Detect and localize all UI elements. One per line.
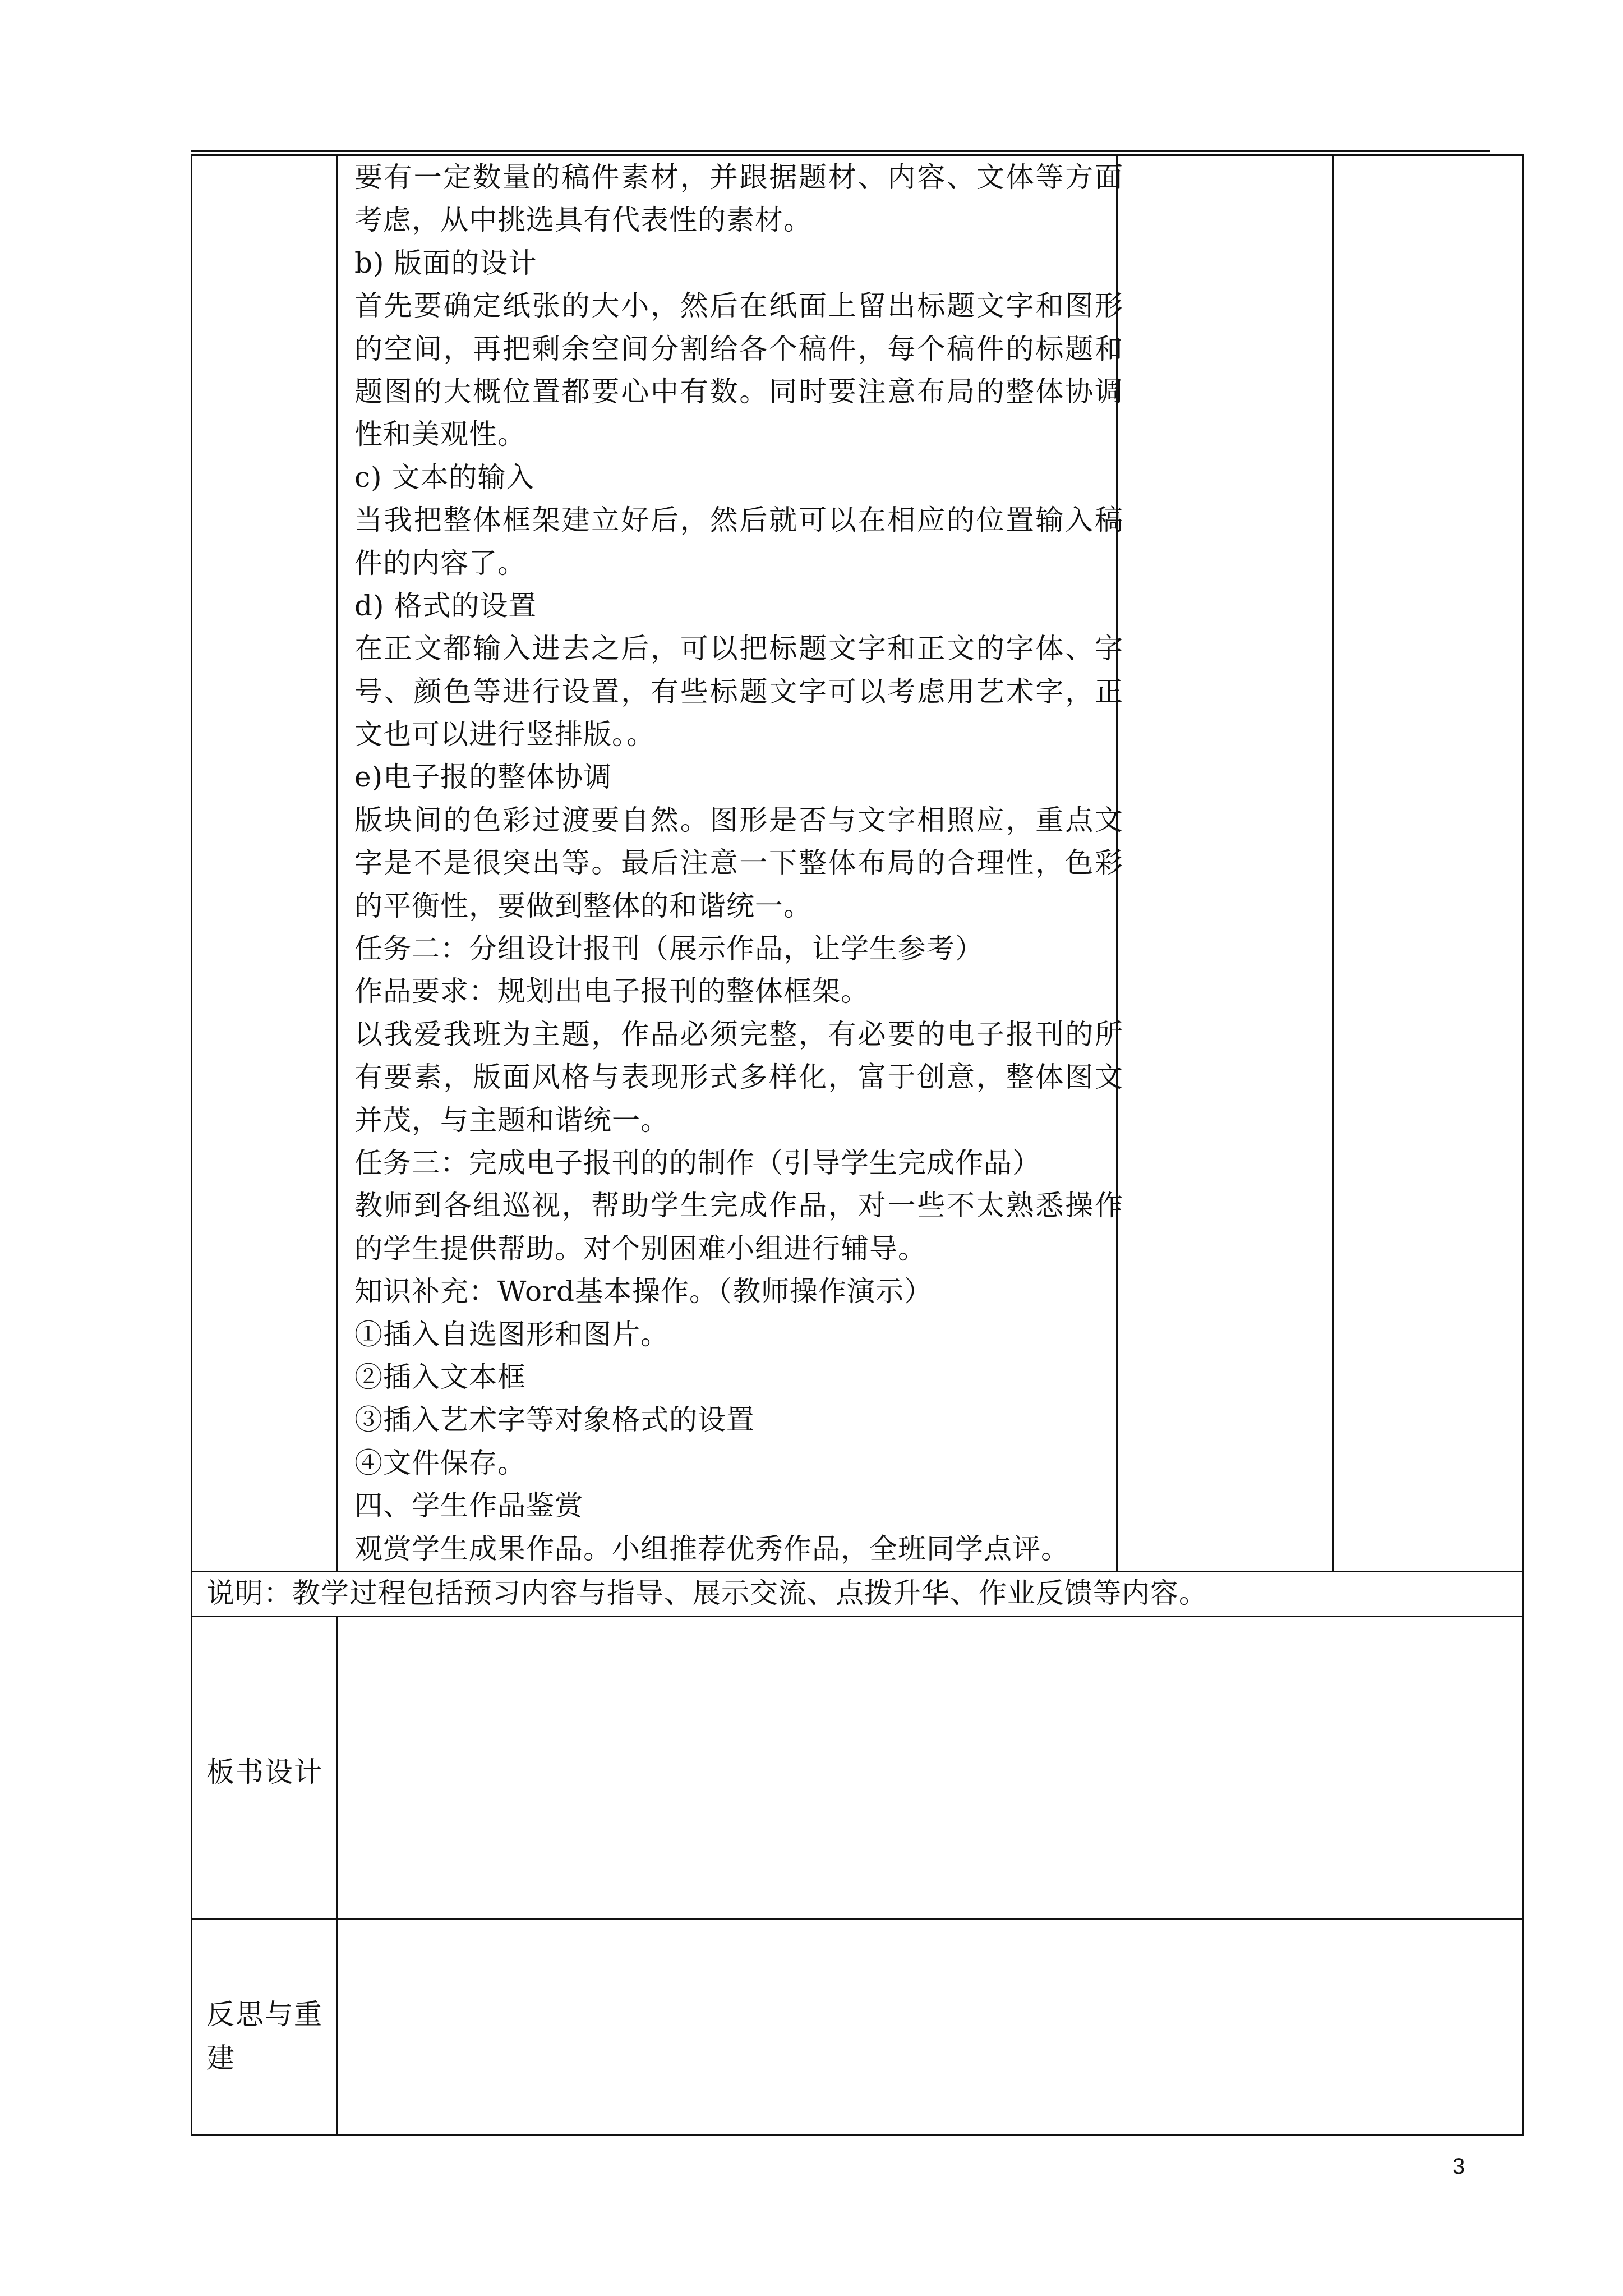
table-line-board-bottom xyxy=(191,1918,1524,1920)
table-line-note-bottom xyxy=(191,1616,1524,1617)
process-line: 当我把整体框架建立好后，然后就可以在相应的位置输入稿 xyxy=(354,504,1123,537)
process-line: ②插入文本框 xyxy=(354,1360,526,1393)
board-design-label: 板书设计 xyxy=(206,1756,323,1788)
process-line: d) 格式的设置 xyxy=(354,589,537,622)
process-line: 文也可以进行竖排版。。 xyxy=(354,718,655,751)
process-line: 题图的大概位置都要心中有数。同时要注意布局的整体协调 xyxy=(354,375,1123,408)
process-line: ①插入自选图形和图片。 xyxy=(354,1318,669,1351)
process-line: 知识补充：Word基本操作。（教师操作演示） xyxy=(354,1275,933,1308)
process-line: 有要素，版面风格与表现形式多样化，富于创意，整体图文 xyxy=(354,1061,1123,1094)
process-line: 件的内容了。 xyxy=(354,546,526,579)
table-note: 说明：教学过程包括预习内容与指导、展示交流、点拨升华、作业反馈等内容。 xyxy=(206,1577,1207,1609)
process-line: 教师到各组巡视，帮助学生完成作品，对一些不太熟悉操作 xyxy=(354,1189,1123,1222)
process-line: 首先要确定纸张的大小，然后在纸面上留出标题文字和图形 xyxy=(354,289,1123,323)
process-line: 以我爱我班为主题，作品必须完整，有必要的电子报刊的所 xyxy=(354,1018,1123,1051)
reflection-label: 反思与重建 xyxy=(206,1998,323,2074)
process-line: 并茂，与主题和谐统一。 xyxy=(354,1103,669,1137)
process-line: 要有一定数量的稿件素材，并跟据题材、内容、文体等方面 xyxy=(354,161,1123,194)
table-line-col3 xyxy=(1332,154,1334,1571)
table-line-left xyxy=(191,154,192,2136)
table-line-col1-lower xyxy=(336,1616,338,2136)
table-line-col1-upper xyxy=(336,154,338,1571)
teaching-process-content xyxy=(354,156,1123,1570)
process-line: 的平衡性，要做到整体的和谐统一。 xyxy=(354,889,812,922)
process-line: ④文件保存。 xyxy=(354,1446,526,1479)
process-line: 号、颜色等进行设置，有些标题文字可以考虑用艺术字，正 xyxy=(354,675,1123,708)
table-line-bottom xyxy=(191,2134,1524,2136)
process-line: 观赏学生成果作品。小组推荐优秀作品，全班同学点评。 xyxy=(354,1532,1069,1565)
process-line: 任务三：完成电子报刊的的制作（引导学生完成作品） xyxy=(354,1146,1041,1179)
process-line: 版块间的色彩过渡要自然。图形是否与文字相照应，重点文 xyxy=(354,803,1123,836)
process-line: 考虑，从中挑选具有代表性的素材。 xyxy=(354,204,812,237)
process-line: b) 版面的设计 xyxy=(354,246,537,279)
table-line-right xyxy=(1522,154,1524,2136)
process-line: e)电子报的整体协调 xyxy=(354,761,612,794)
process-line: 四、学生作品鉴赏 xyxy=(354,1489,583,1522)
process-line: 字是不是很突出等。最后注意一下整体布局的合理性，色彩 xyxy=(354,846,1123,880)
process-line: 的学生提供帮助。对个别困难小组进行辅导。 xyxy=(354,1232,926,1265)
process-line: ③插入艺术字等对象格式的设置 xyxy=(354,1404,755,1437)
process-line: 作品要求：规划出电子报刊的整体框架。 xyxy=(354,975,869,1008)
process-line: 的空间，再把剩余空间分割给各个稿件，每个稿件的标题和 xyxy=(354,332,1123,365)
process-line: 性和美观性。 xyxy=(354,418,526,451)
process-line: 在正文都输入进去之后，可以把标题文字和正文的字体、字 xyxy=(354,632,1123,665)
page-number: 3 xyxy=(1453,2154,1465,2179)
header-rule xyxy=(191,150,1490,152)
process-line: c) 文本的输入 xyxy=(354,461,535,494)
process-line: 任务二：分组设计报刊（展示作品，让学生参考） xyxy=(354,932,984,965)
